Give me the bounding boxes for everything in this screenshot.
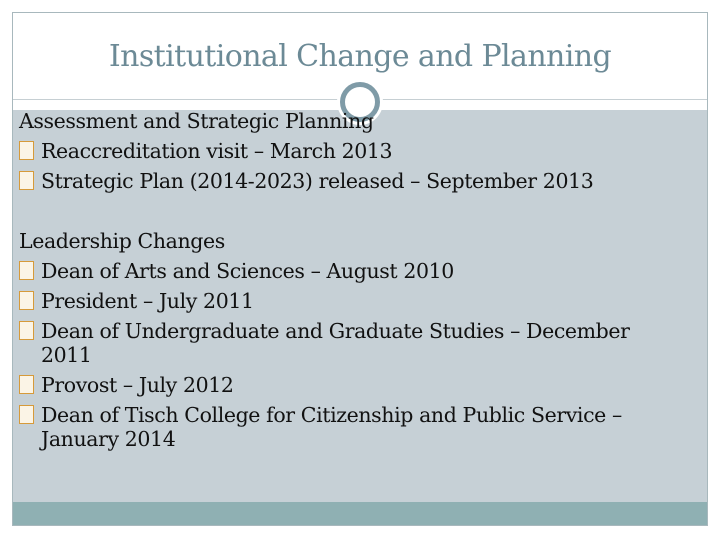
section-heading: Assessment and Strategic Planning (19, 109, 374, 133)
list-item-text: Reaccreditation visit – March 2013 (41, 139, 393, 163)
square-bullet-icon (19, 291, 34, 310)
list-item-text: Provost – July 2012 (41, 373, 234, 397)
list-item (19, 136, 679, 166)
slide-content (19, 106, 679, 454)
list-item-text: Dean of Undergraduate and Graduate Studies – December 2011 (41, 319, 630, 367)
section-leadership (19, 226, 679, 454)
list-item (19, 400, 679, 454)
list-item (19, 256, 679, 286)
square-bullet-icon (19, 171, 34, 190)
footer-bar (13, 502, 707, 526)
list-item-text: President – July 2011 (41, 289, 254, 313)
square-bullet-icon (19, 375, 34, 394)
square-bullet-icon (19, 405, 34, 424)
square-bullet-icon (19, 141, 34, 160)
list-item (19, 166, 679, 196)
slide-title: Institutional Change and Planning (108, 39, 612, 74)
list-item (19, 370, 679, 400)
square-bullet-icon (19, 261, 34, 280)
list-item-text: Dean of Arts and Sciences – August 2010 (41, 259, 454, 283)
list-item (19, 286, 679, 316)
list-item-text: Strategic Plan (2014-2023) released – September 2013 (41, 169, 594, 193)
section-heading: Leadership Changes (19, 229, 225, 253)
list-item-text: Dean of Tisch College for Citizenship and Public Service – January 2014 (41, 403, 622, 451)
square-bullet-icon (19, 321, 34, 340)
section-assessment (19, 106, 679, 196)
list-item (19, 316, 679, 370)
